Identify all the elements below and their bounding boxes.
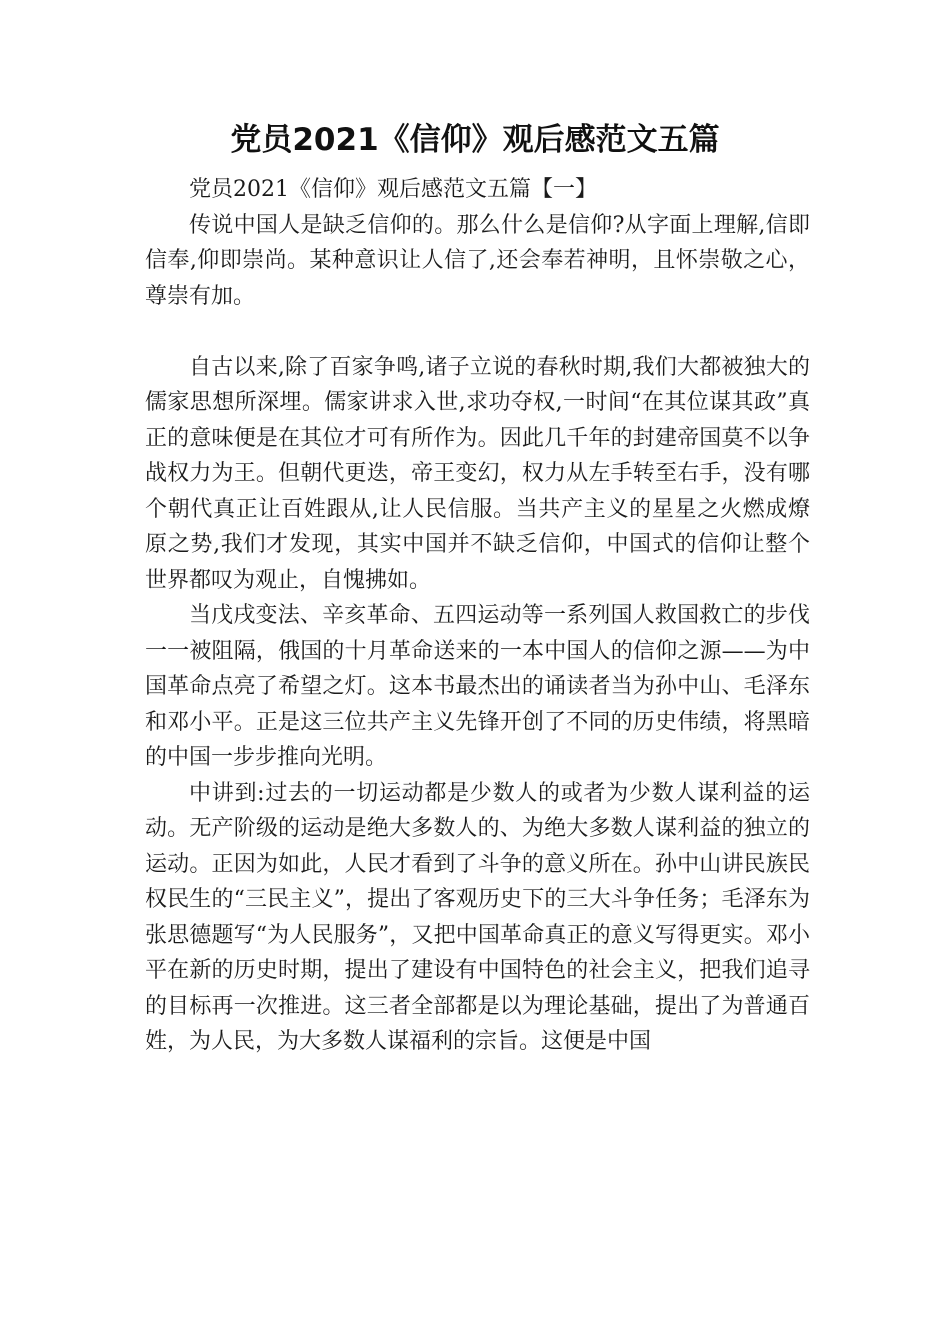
paragraph: 传说中国人是缺乏信仰的。那么什么是信仰?从字面上理解,信即信奉,仰即崇尚。某种意识让人信了,还会奉若神明，且怀崇敬之心，尊崇有加。: [145, 212, 810, 309]
paragraph: 当戊戌变法、辛亥革命、五四运动等一系列国人救国救亡的步伐一一被阻隔，俄国的十月革命送来的一本中国人的信仰之源——为中国革命点亮了希望之灯。这本书最杰出的诵读者当为孙中山、毛泽东和邓小平。正是这三位共产主义先锋开创了不同的历史伟绩，将黑暗的中国一步步推向光明。: [145, 603, 810, 770]
paragraph: 自古以来,除了百家争鸣,诸子立说的春秋时期,我们大都被独大的儒家思想所深埋。儒家讲求入世,求功夺权,一时间“在其位谋其政”真正的意味便是在其位才可有所作为。因此几千年的封建帝国莫不以争战权力为王。但朝代更迭，帝王变幻，权力从左手转至右手，没有哪个朝代真正让百姓跟从,让人民信服。当共产主义的星星之火燃成燎原之势,我们才发现，其实中国并不缺乏信仰，中国式的信仰让整个世界都叹为观止，自愧拂如。: [145, 354, 810, 593]
document-body: [145, 172, 810, 1060]
document-title: 党员2021《信仰》观后感范文五篇: [230, 122, 720, 158]
paragraph: 中讲到:过去的一切运动都是少数人的或者为少数人谋利益的运动。无产阶级的运动是绝大多数人的、为绝大多数人谋利益的独立的运动。正因为如此，人民才看到了斗争的意义所在。孙中山讲民族民权民生的“三民主义”，提出了客观历史下的三大斗争任务；毛泽东为张思德题写“为人民服务”，又把中国革命真正的意义写得更实。邓小平在新的历史时期，提出了建设有中国特色的社会主义，把我们追寻的目标再一次推进。这三者全部都是以为理论基础，提出了为普通百姓，为人民，为大多数人谋福利的宗旨。这便是中国: [145, 780, 810, 1054]
section-heading: 党员2021《信仰》观后感范文五篇【一】: [189, 177, 597, 202]
